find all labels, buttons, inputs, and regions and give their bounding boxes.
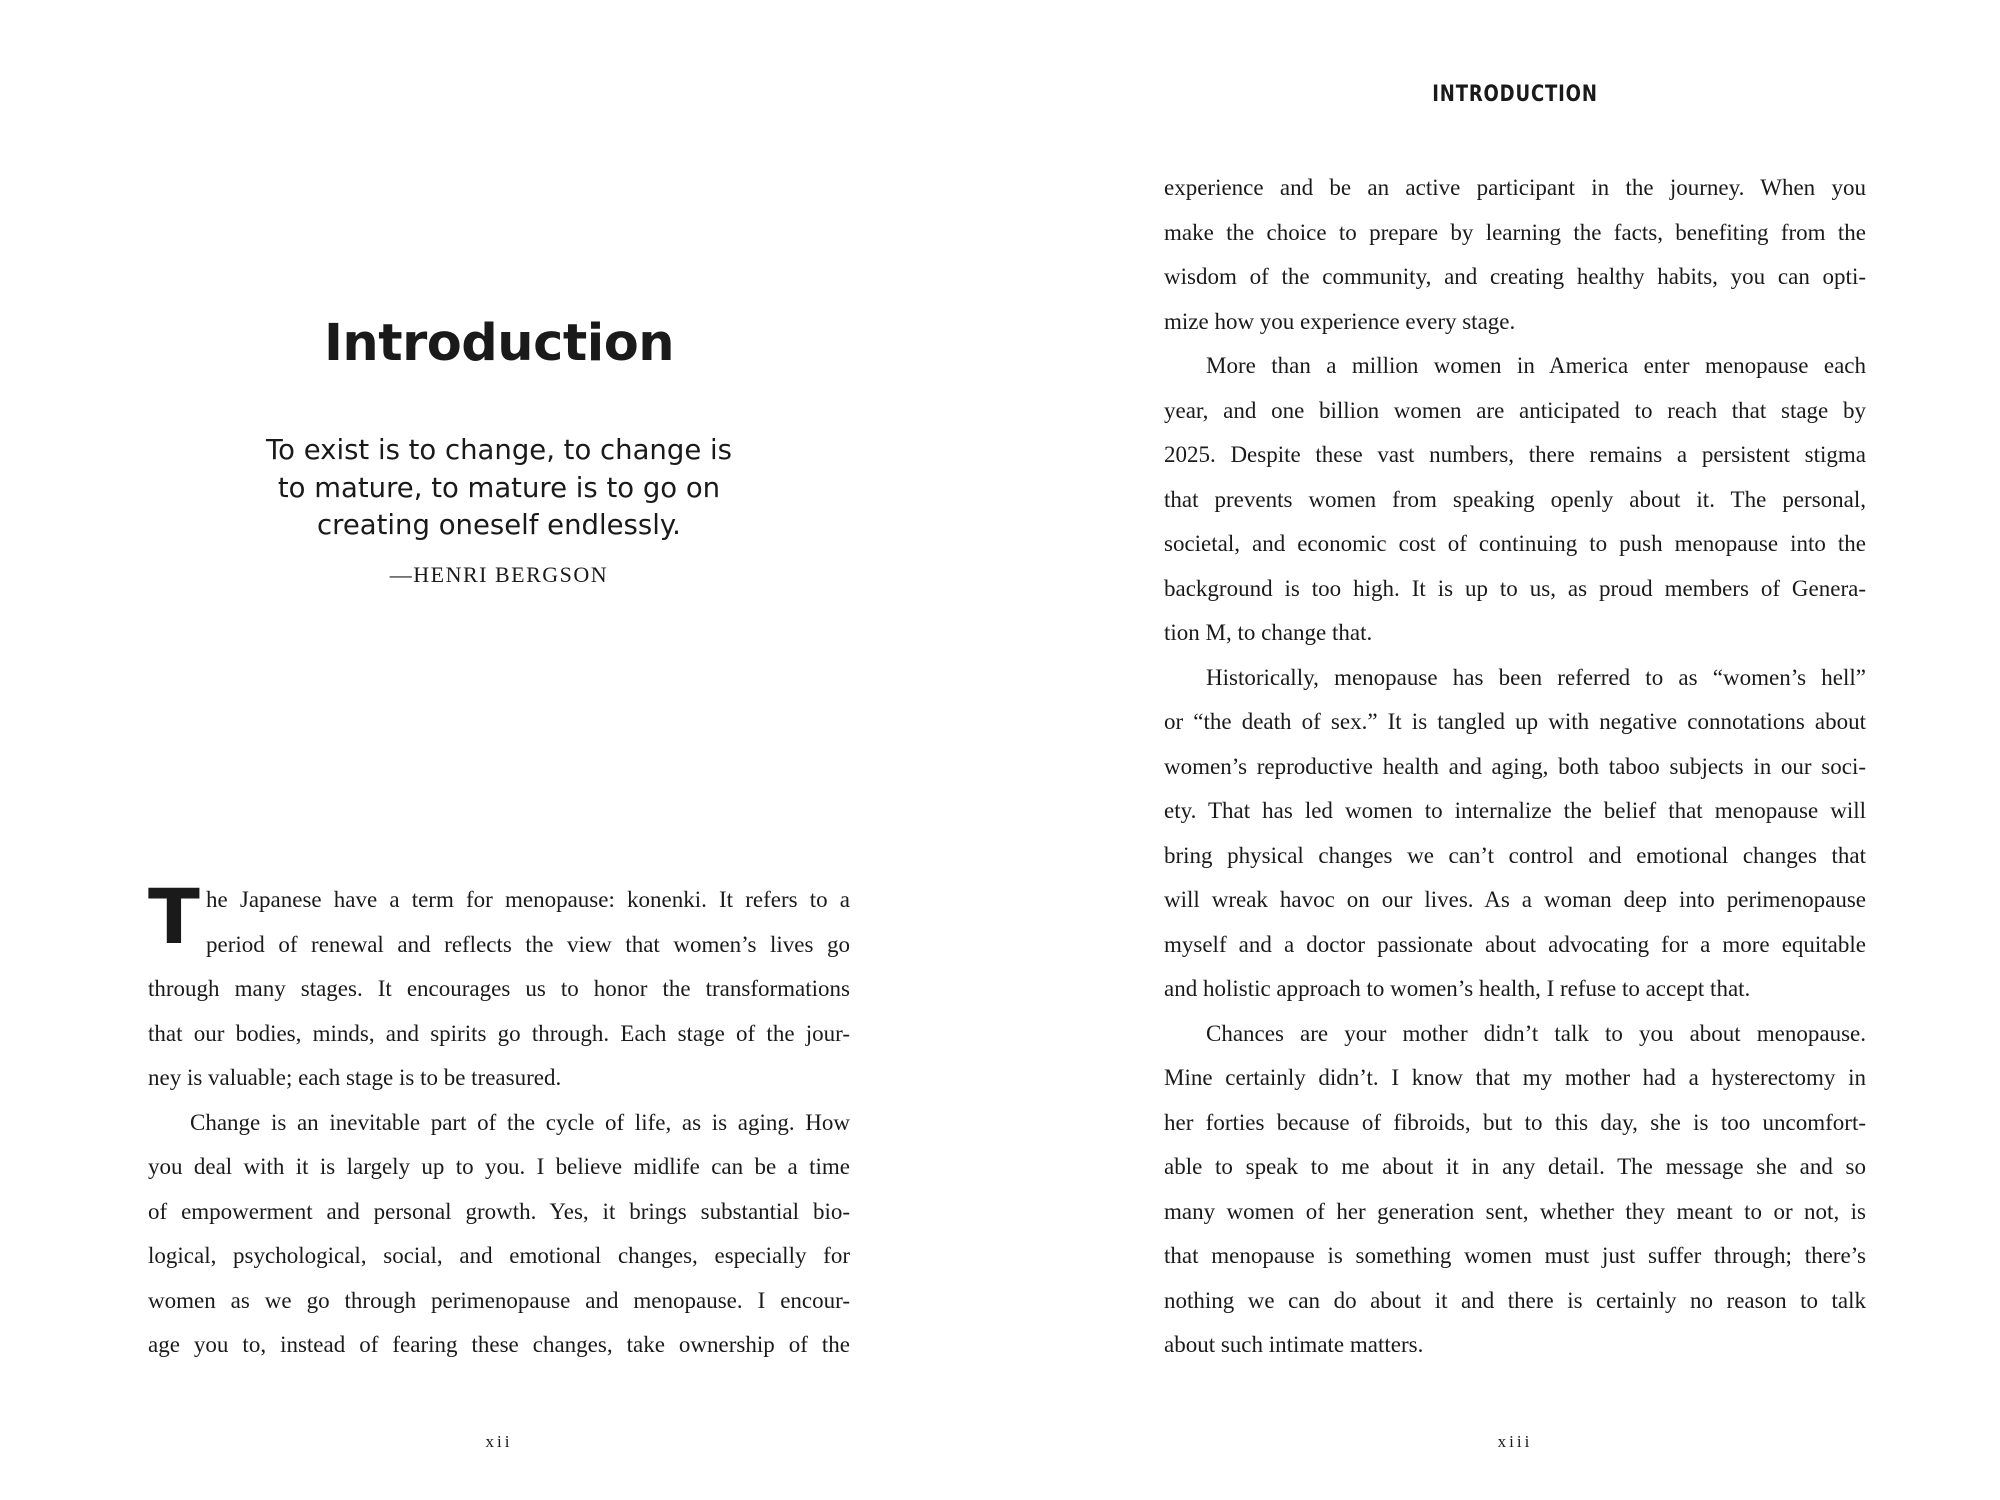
text-line: will wreak havoc on our lives. As a woman deep into perimenopause xyxy=(1164,887,1866,912)
text-line: ney is valuable; each stage is to be treasured. xyxy=(148,1065,562,1090)
text-line: wisdom of the community, and creating healthy habits, you can opti- xyxy=(1164,264,1866,289)
running-head: INTRODUCTION xyxy=(1432,82,1598,107)
text-line: women’s reproductive health and aging, both taboo subjects in our soci- xyxy=(1164,753,1866,779)
text-line: background is too high. It is up to us, as proud members of Genera- xyxy=(1164,575,1866,601)
text-line: through many stages. It encourages us to honor the transformations xyxy=(148,976,850,1001)
text-line: he Japanese have a term for menopause: konenki. It refers to a xyxy=(206,887,850,912)
text-line: 2025. Despite these vast numbers, there remains a persistent stigma xyxy=(1164,442,1866,467)
text-line: that prevents women from speaking openly about it. The personal, xyxy=(1164,486,1866,512)
epigraph-quote xyxy=(148,432,850,545)
text-line: able to speak to me about it in any detail. The message she and so xyxy=(1164,1154,1866,1179)
text-line: many women of her generation sent, whether they meant to or not, is xyxy=(1164,1198,1866,1224)
text-line: and holistic approach to women’s health, I refuse to accept that. xyxy=(1164,976,1751,1001)
epigraph xyxy=(148,432,850,588)
text-line: myself and a doctor passionate about advocating for a more equitable xyxy=(1164,931,1866,957)
text-line: of empowerment and personal growth. Yes, it brings substantial bio- xyxy=(148,1198,850,1224)
text-line: ety. That has led women to internalize the belief that menopause will xyxy=(1164,798,1866,823)
text-line: tion M, to change that. xyxy=(1164,620,1373,645)
text-line: societal, and economic cost of continuing to push menopause into the xyxy=(1164,531,1866,556)
opening-paragraph-start xyxy=(148,872,850,967)
text-line: More than a million women in America enter menopause each xyxy=(1206,353,1866,378)
left-body-text xyxy=(148,872,850,1368)
text-line: that our bodies, minds, and spirits go through. Each stage of the jour- xyxy=(148,1020,850,1046)
page-number: xii xyxy=(485,1432,513,1451)
epigraph-line: creating oneself endlessly. xyxy=(317,509,681,541)
right-body-text xyxy=(1164,166,1866,1368)
epigraph-line: to mature, to mature is to go on xyxy=(277,471,721,504)
text-line: Change is an inevitable part of the cycle of life, as is aging. How xyxy=(190,1109,850,1135)
page-number: xiii xyxy=(1497,1432,1533,1451)
text-line: bring physical changes we can’t control and emotional changes that xyxy=(1164,842,1866,868)
text-line: mize how you experience every stage. xyxy=(1164,308,1516,334)
text-line: her forties because of fibroids, but to this day, she is too uncomfort- xyxy=(1164,1109,1866,1135)
text-line: make the choice to prepare by learning the facts, benefiting from the xyxy=(1164,219,1866,245)
drop-cap: T xyxy=(148,872,200,961)
chapter-title: Introduction xyxy=(323,314,675,373)
text-line: logical, psychological, social, and emotional changes, especially for xyxy=(148,1243,850,1268)
text-line: experience and be an active participant in the journey. When you xyxy=(1164,175,1866,200)
text-line: Historically, menopause has been referred to as “women’s hell” xyxy=(1206,664,1866,690)
right-page xyxy=(1000,0,2000,1500)
text-line: Chances are your mother didn’t talk to you about menopause. xyxy=(1206,1020,1866,1046)
text-line: you deal with it is largely up to you. I believe midlife can be a time xyxy=(148,1154,850,1179)
text-line: nothing we can do about it and there is certainly no reason to talk xyxy=(1164,1287,1866,1313)
text-line: age you to, instead of fearing these changes, take ownership of the xyxy=(148,1332,850,1357)
text-line: year, and one billion women are anticipated to reach that stage by xyxy=(1164,397,1866,423)
text-line: women as we go through perimenopause and menopause. I encour- xyxy=(148,1287,850,1313)
text-line: about such intimate matters. xyxy=(1164,1332,1424,1357)
epigraph-attribution: —HENRI BERGSON xyxy=(389,561,609,587)
text-line: that menopause is something women must just suffer through; there’s xyxy=(1164,1243,1866,1268)
text-line: Mine certainly didn’t. I know that my mother had a hysterectomy in xyxy=(1164,1065,1866,1090)
epigraph-line: To exist is to change, to change is xyxy=(266,434,732,466)
text-line: period of renewal and reflects the view that women’s lives go xyxy=(206,931,850,957)
text-line: or “the death of sex.” It is tangled up with negative connotations about xyxy=(1164,709,1866,734)
